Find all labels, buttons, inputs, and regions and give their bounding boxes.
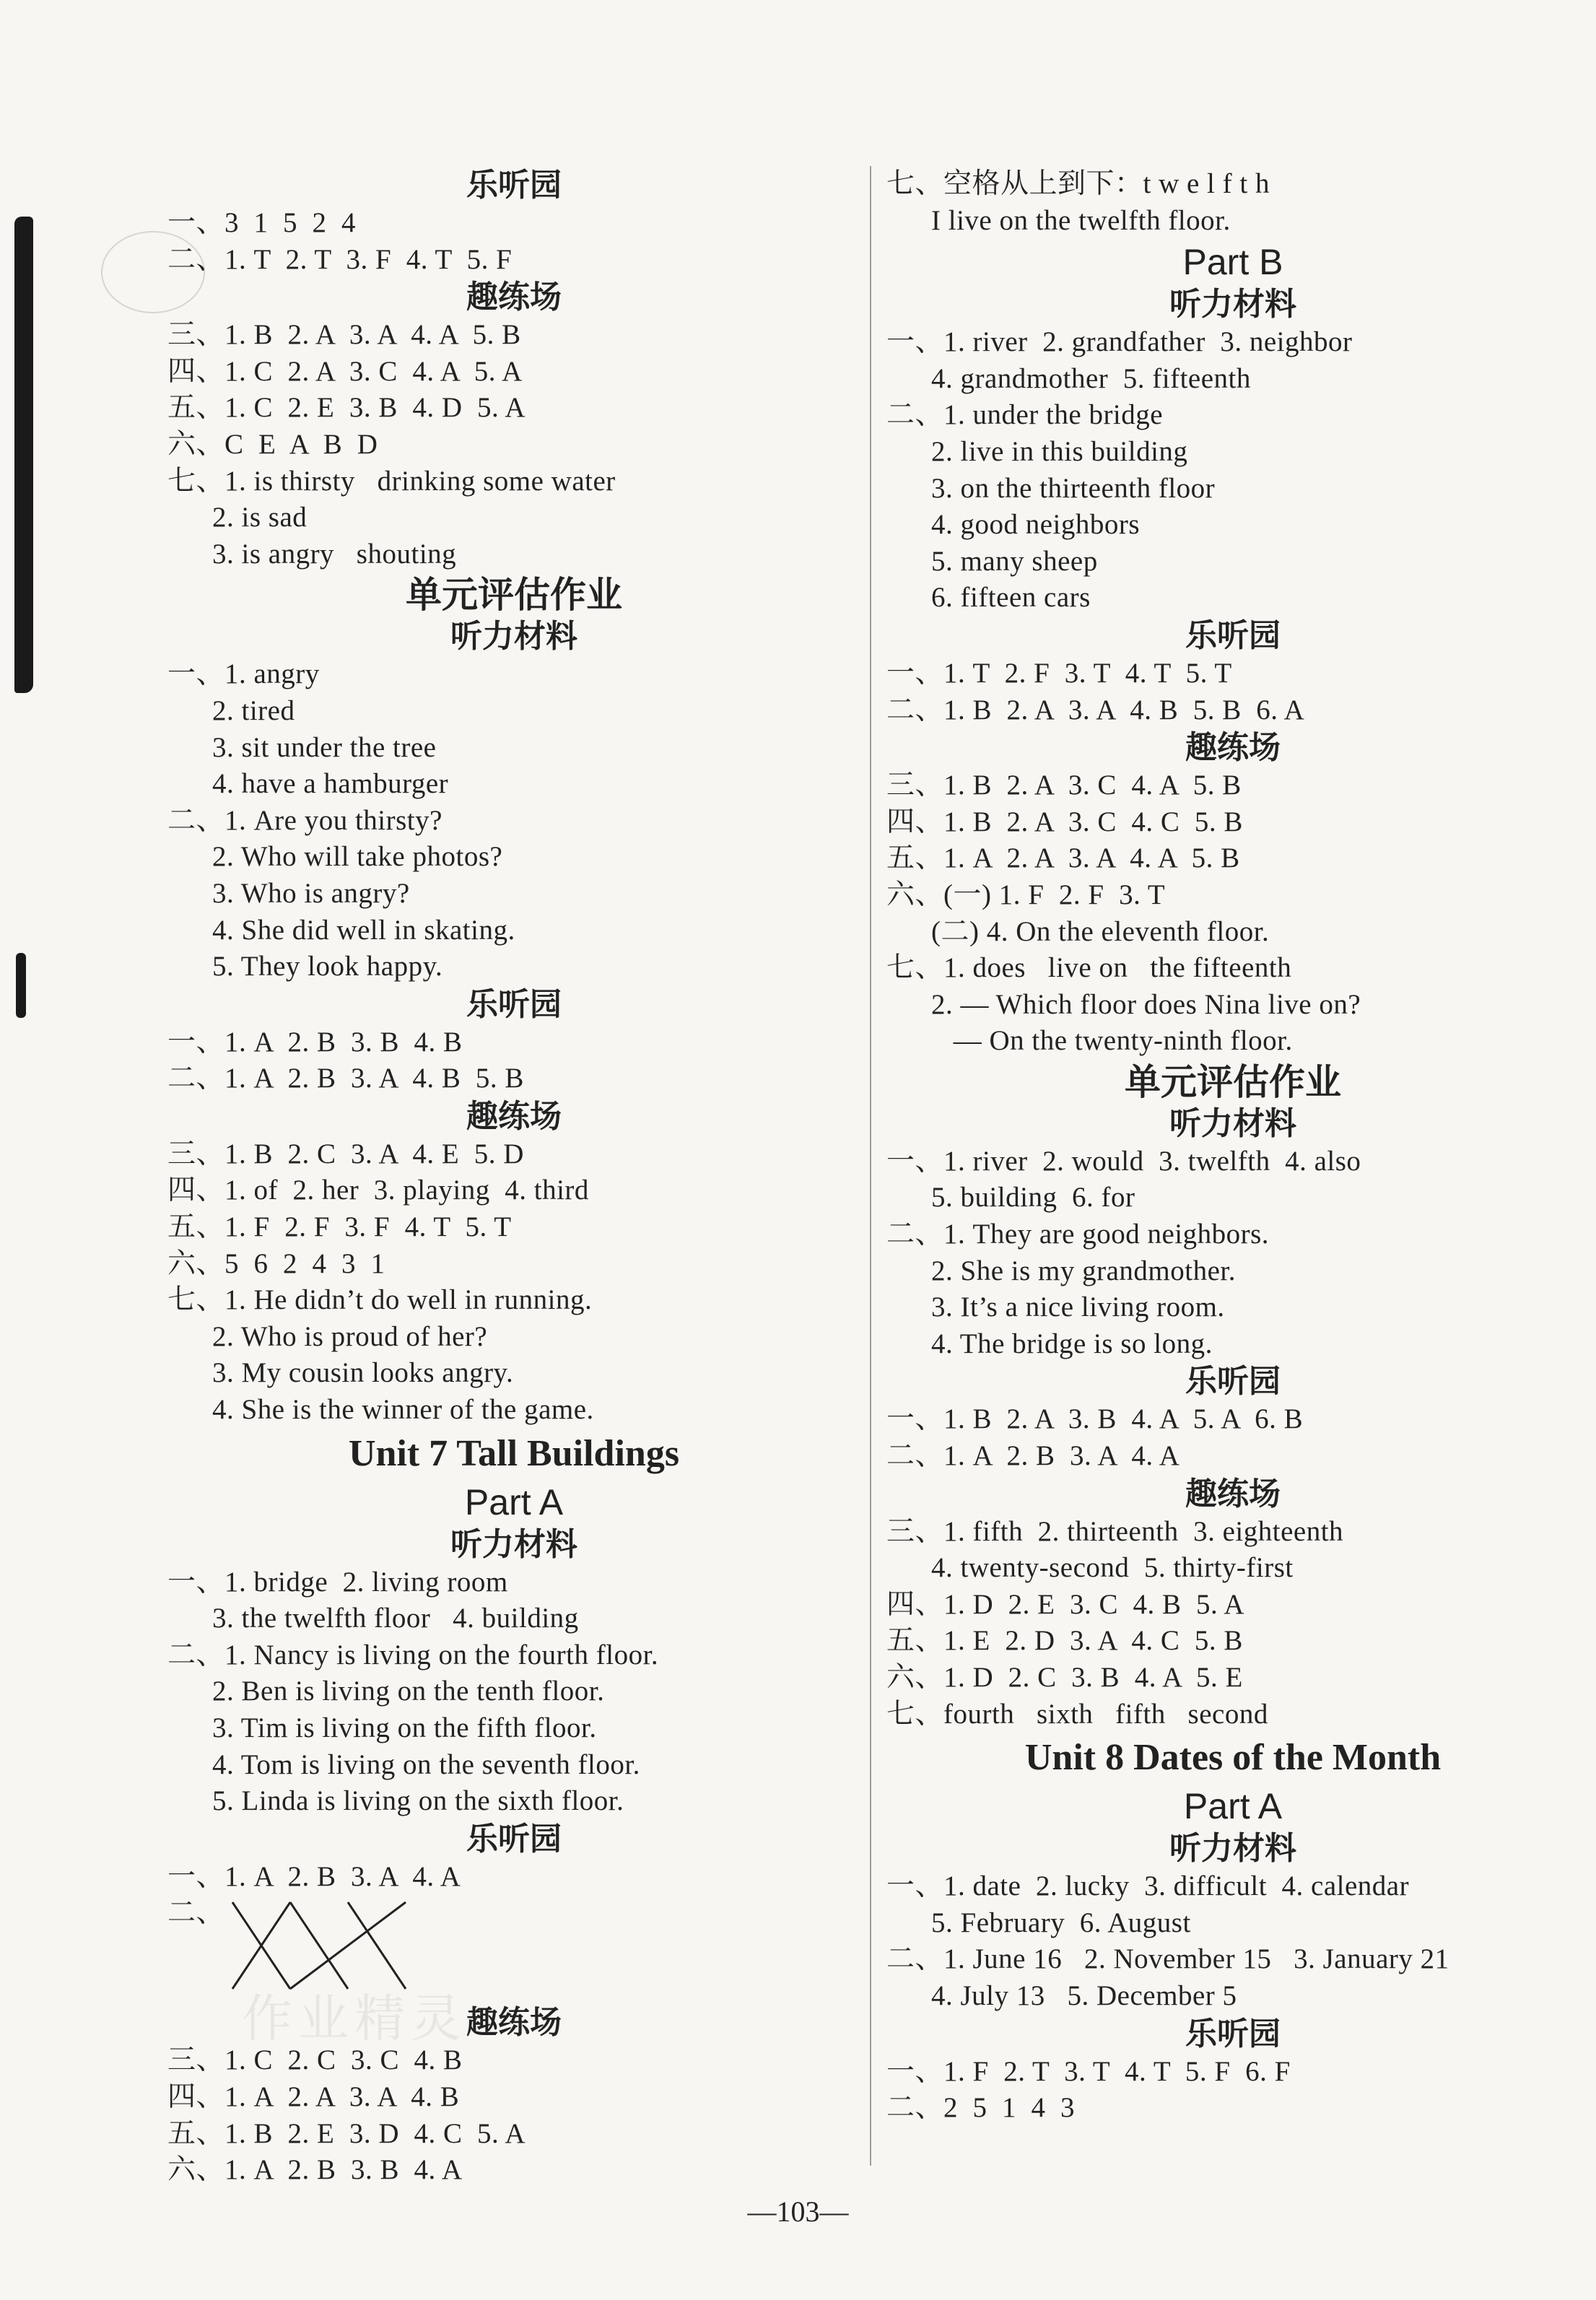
section-heading: 趣练场 <box>466 2004 562 2042</box>
answer-line: 4. good neighbors <box>931 509 1141 541</box>
answer-line: 4. She is the winner of the game. <box>212 1394 594 1426</box>
answer-line: 一、1. T 2. F 3. T 4. T 5. T <box>886 657 1232 689</box>
section-heading: 听力材料 <box>1169 1105 1296 1142</box>
answer-line: 2. Who is proud of her? <box>212 1320 488 1352</box>
answer-line: 三、1. B 2. A 3. A 4. A 5. B <box>167 319 521 351</box>
answer-line: 七、1. does live on the fifteenth <box>886 952 1292 984</box>
answer-line: 四、1. D 2. E 3. C 4. B 5. A <box>886 1588 1245 1620</box>
answer-line: 二、1. Nancy is living on the fourth floor. <box>167 1639 659 1670</box>
answer-line: 2. She is my grandmother. <box>931 1255 1236 1286</box>
answer-line: 2. tired <box>212 694 295 726</box>
answer-line: 二、1. June 16 2. November 15 3. January 21 <box>886 1943 1449 1975</box>
section-heading: 乐听园 <box>1185 617 1281 654</box>
answer-line: 三、1. B 2. A 3. C 4. A 5. B <box>886 770 1242 801</box>
answer-line: 四、1. B 2. A 3. C 4. C 5. B <box>886 806 1243 837</box>
answer-line: 三、1. B 2. C 3. A 4. E 5. D <box>167 1138 524 1169</box>
answer-line: 一、1. bridge 2. living room <box>167 1566 508 1598</box>
answer-line: 2. Who will take photos? <box>212 841 503 873</box>
section-heading: 乐听园 <box>466 167 562 204</box>
answer-line: 二、1. A 2. B 3. A 4. B 5. B <box>167 1063 524 1094</box>
answer-line: 七、1. is thirsty drinking some water <box>167 465 616 497</box>
answer-line: 5. Linda is living on the sixth floor. <box>212 1785 624 1817</box>
answer-line: 六、5 6 2 4 3 1 <box>167 1247 385 1279</box>
answer-line: 四、1. A 2. A 3. A 4. B <box>167 2081 460 2112</box>
unit-title: Unit 8 Dates of the Month <box>1024 1737 1442 1779</box>
section-heading: 趣练场 <box>466 279 562 316</box>
answer-line: 2. live in this building <box>931 435 1188 467</box>
page-number: —103— <box>747 2195 849 2228</box>
section-heading: 乐听园 <box>1185 2015 1281 2052</box>
answer-line: 二、1. T 2. T 3. F 4. T 5. F <box>167 243 513 275</box>
answer-line: 4. twenty-second 5. thirty-first <box>931 1552 1294 1584</box>
binding-edge <box>14 217 33 693</box>
watermark: 作业精灵 <box>242 1989 467 2048</box>
answer-line: (二) 4. On the eleventh floor. <box>931 915 1270 947</box>
answer-line: 3. sit under the tree <box>212 731 437 763</box>
answer-line: 七、fourth sixth fifth second <box>886 1698 1268 1730</box>
answer-line: 一、3 1 5 2 4 <box>167 207 357 238</box>
answer-line: 6. fifteen cars <box>931 582 1091 614</box>
answer-line: 五、1. B 2. E 3. D 4. C 5. A <box>167 2117 526 2149</box>
answer-line: 3. Who is angry? <box>212 877 410 909</box>
answer-line: 二、1. A 2. B 3. A 4. A <box>886 1440 1180 1472</box>
section-heading: 乐听园 <box>1185 1363 1281 1401</box>
part-title: Part A <box>1183 1786 1283 1827</box>
answer-line: 一、1. B 2. A 3. B 4. A 5. A 6. B <box>886 1403 1304 1435</box>
answer-line: 4. July 13 5. December 5 <box>931 1979 1237 2011</box>
binding-edge-mark <box>16 953 26 1018</box>
section-heading: 单元评估作业 <box>1125 1060 1341 1103</box>
section-heading: 听力材料 <box>1169 1830 1296 1868</box>
answer-line: 3. the twelfth floor 4. building <box>212 1603 579 1634</box>
answer-line: 4. grandmother 5. fifteenth <box>931 362 1251 394</box>
answer-line: 5. February 6. August <box>931 1907 1191 1938</box>
left-column <box>167 166 860 2189</box>
right-column <box>886 166 1579 2127</box>
section-heading: 单元评估作业 <box>406 574 622 617</box>
answer-line: 4. have a hamburger <box>212 768 449 800</box>
section-heading: 趣练场 <box>466 1097 562 1135</box>
answer-line: 一、1. A 2. B 3. B 4. B <box>167 1026 463 1058</box>
part-title: Part B <box>1182 242 1283 283</box>
answer-line: 五、1. F 2. F 3. F 4. T 5. T <box>167 1211 512 1243</box>
section-heading: 趣练场 <box>1185 729 1281 767</box>
answer-line: 一、1. river 2. would 3. twelfth 4. also <box>886 1145 1361 1177</box>
answer-line: 二、1. B 2. A 3. A 4. B 5. B 6. A <box>886 694 1305 726</box>
answer-line: 一、1. river 2. grandfather 3. neighbor <box>886 326 1353 358</box>
answer-line: 四、1. C 2. A 3. C 4. A 5. A <box>167 355 523 387</box>
answer-line: 5. many sheep <box>931 545 1098 577</box>
section-heading: 听力材料 <box>1169 286 1296 323</box>
answer-line: 一、1. date 2. lucky 3. difficult 4. calendar <box>886 1870 1410 1902</box>
answer-line: 5. building 6. for <box>931 1182 1135 1214</box>
answer-line: 3. My cousin looks angry. <box>212 1357 514 1389</box>
answer-line: 一、1. A 2. B 3. A 4. A <box>167 1860 461 1892</box>
section-heading: 乐听园 <box>466 985 562 1023</box>
answer-line: 2. is sad <box>212 502 308 533</box>
answer-line: 2. Ben is living on the tenth floor. <box>212 1676 605 1707</box>
answer-line: 3. It’s a nice living room. <box>931 1291 1225 1323</box>
section-heading: 听力材料 <box>450 1525 577 1563</box>
part-title: Part A <box>464 1481 564 1523</box>
answer-line: 二、1. They are good neighbors. <box>886 1219 1270 1250</box>
matching-answer: 二、 <box>167 1895 860 2003</box>
section-heading: 趣练场 <box>1185 1475 1281 1512</box>
column-divider <box>870 166 871 2166</box>
section-heading: 乐听园 <box>466 1820 562 1857</box>
answer-line: 七、1. He didn’t do well in running. <box>167 1284 593 1316</box>
answer-line: 二、2 5 1 4 3 <box>886 2092 1076 2124</box>
answer-line: — On the twenty-ninth floor. <box>931 1025 1293 1057</box>
answer-line: 六、C E A B D <box>167 428 378 460</box>
answer-line: 六、1. D 2. C 3. B 4. A 5. E <box>886 1662 1243 1693</box>
section-heading: 听力材料 <box>450 618 577 655</box>
unit-title: Unit 7 Tall Buildings <box>348 1432 680 1474</box>
answer-line: 5. They look happy. <box>212 951 443 983</box>
answer-line: 4. Tom is living on the seventh floor. <box>212 1748 640 1780</box>
answer-line: 2. — Which floor does Nina live on? <box>931 988 1361 1020</box>
answer-line: 三、1. C 2. C 3. C 4. B <box>167 2044 463 2076</box>
answer-line: 五、1. A 2. A 3. A 4. A 5. B <box>886 842 1240 874</box>
answer-line: 七、空格从上到下：t w e l f t h <box>886 168 1270 199</box>
answer-line: 4. She did well in skating. <box>212 914 515 946</box>
answer-line: 3. on the thirteenth floor <box>931 472 1216 504</box>
answer-line: 六、1. A 2. B 3. B 4. A <box>167 2154 463 2186</box>
answer-line: 二、1. under the bridge <box>886 399 1164 431</box>
answer-line: 一、1. F 2. T 3. T 4. T 5. F 6. F <box>886 2055 1291 2087</box>
answer-line: I live on the twelfth floor. <box>931 204 1231 236</box>
answer-line: 4. The bridge is so long. <box>931 1328 1213 1359</box>
answer-line: 二、1. Are you thirsty? <box>167 804 442 836</box>
answer-line: 一、1. angry <box>167 658 320 690</box>
answer-line: 3. Tim is living on the fifth floor. <box>212 1712 597 1743</box>
answer-line: 五、1. C 2. E 3. B 4. D 5. A <box>167 392 526 424</box>
answer-line: 四、1. of 2. her 3. playing 4. third <box>167 1175 589 1206</box>
answer-line: 五、1. E 2. D 3. A 4. C 5. B <box>886 1625 1243 1657</box>
answer-line: 六、(一) 1. F 2. F 3. T <box>886 879 1166 910</box>
answer-line: 三、1. fifth 2. thirteenth 3. eighteenth <box>886 1515 1344 1547</box>
answer-line: 3. is angry shouting <box>212 538 457 570</box>
